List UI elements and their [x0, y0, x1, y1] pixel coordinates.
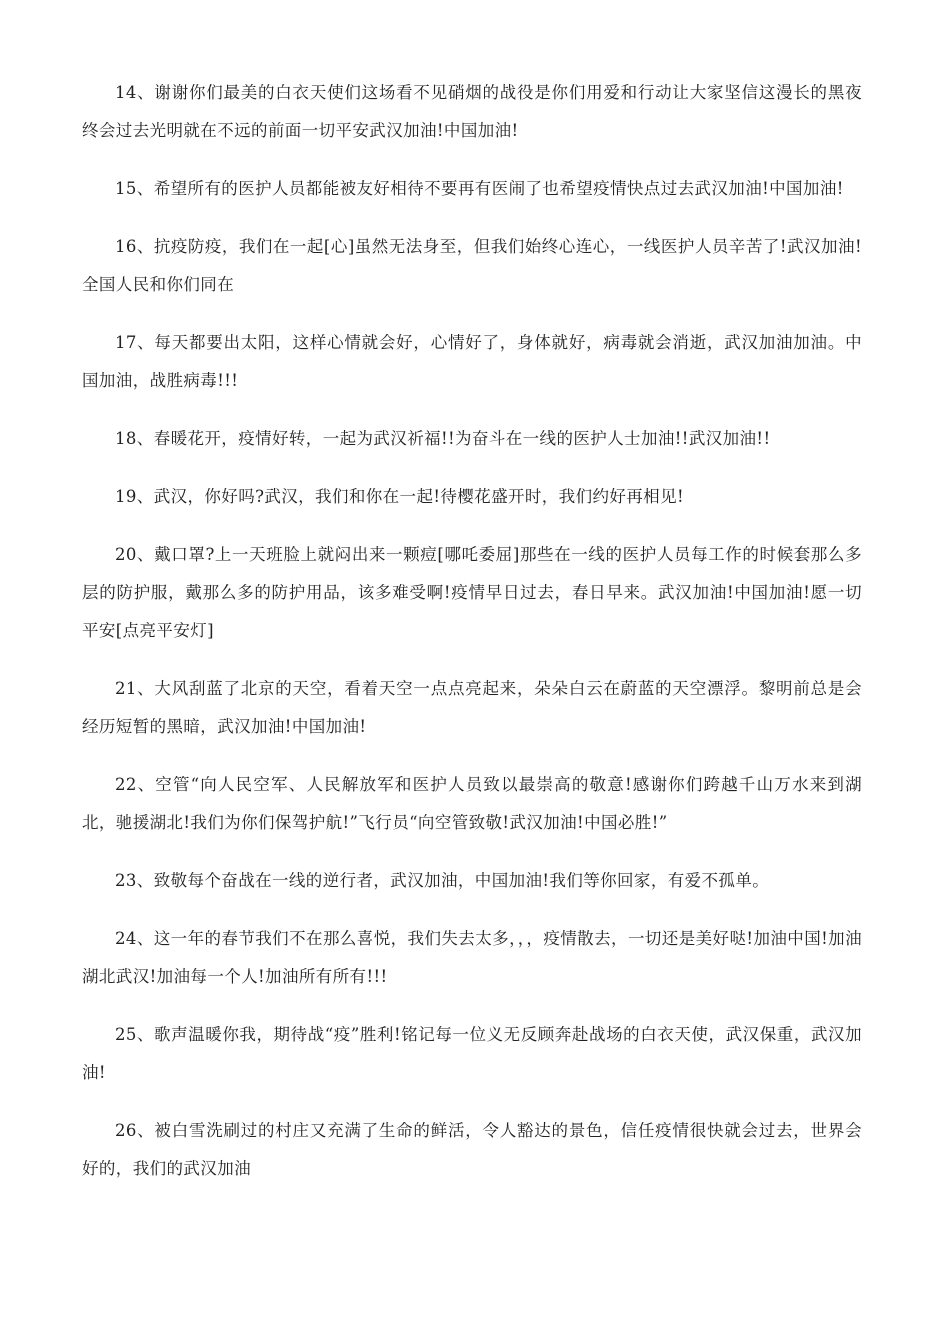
- paragraph-26: 26、被白雪洗刷过的村庄又充满了生命的鲜活，令人豁达的景色，信任疫情很快就会过去，世界会好的，我们的武汉加油: [82, 1121, 862, 1178]
- paragraph-16: 16、抗疫防疫，我们在一起[心]虽然无法身至，但我们始终心连心，一线医护人员辛苦了!武汉加油!全国人民和你们同在: [82, 237, 862, 294]
- paragraph-22: 22、空管“向人民空军、人民解放军和医护人员致以最崇高的敬意!感谢你们跨越千山万水来到湖北，驰援湖北!我们为你们保驾护航!”飞行员“向空管致敬!武汉加油!中国必胜!”: [82, 775, 862, 832]
- paragraph-21: 21、大风刮蓝了北京的天空，看着天空一点点亮起来，朵朵白云在蔚蓝的天空漂浮。黎明前总是会经历短暂的黑暗，武汉加油!中国加油!: [82, 679, 862, 736]
- paragraph-14: 14、谢谢你们最美的白衣天使们这场看不见硝烟的战役是你们用爱和行动让大家坚信这漫长的黑夜终会过去光明就在不远的前面一切平安武汉加油!中国加油!: [82, 83, 862, 140]
- paragraph-15: 15、希望所有的医护人员都能被友好相待不要再有医闹了也希望疫情快点过去武汉加油!中国加油!: [115, 179, 844, 198]
- paragraph-18: 18、春暖花开，疫情好转，一起为武汉祈福!!为奋斗在一线的医护人士加油!!武汉加油!!: [115, 429, 771, 448]
- paragraph-20: 20、戴口罩?上一天班脸上就闷出来一颗痘[哪吒委屈]那些在一线的医护人员每工作的时候套那么多层的防护服，戴那么多的防护用品，该多难受啊!疫情早日过去，春日早来。武汉加油!中国加油!愿一切平安[点亮平安灯]: [82, 545, 862, 640]
- paragraph-17: 17、每天都要出太阳，这样心情就会好，心情好了，身体就好，病毒就会消逝，武汉加油加油。中国加油，战胜病毒!!!: [82, 333, 862, 390]
- paragraph-25: 25、歌声温暖你我，期待战“疫”胜利!铭记每一位义无反顾奔赴战场的白衣天使，武汉保重，武汉加油!: [82, 1025, 862, 1082]
- paragraph-23: 23、致敬每个奋战在一线的逆行者，武汉加油，中国加油!我们等你回家，有爱不孤单。: [115, 871, 770, 890]
- paragraph-24: 24、这一年的春节我们不在那么喜悦，我们失去太多，，，疫情散去，一切还是美好哒!加油中国!加油湖北武汉!加油每一个人!加油所有所有!!!: [82, 929, 862, 986]
- paragraph-19: 19、武汉，你好吗?武汉，我们和你在一起!待樱花盛开时，我们约好再相见!: [115, 487, 685, 506]
